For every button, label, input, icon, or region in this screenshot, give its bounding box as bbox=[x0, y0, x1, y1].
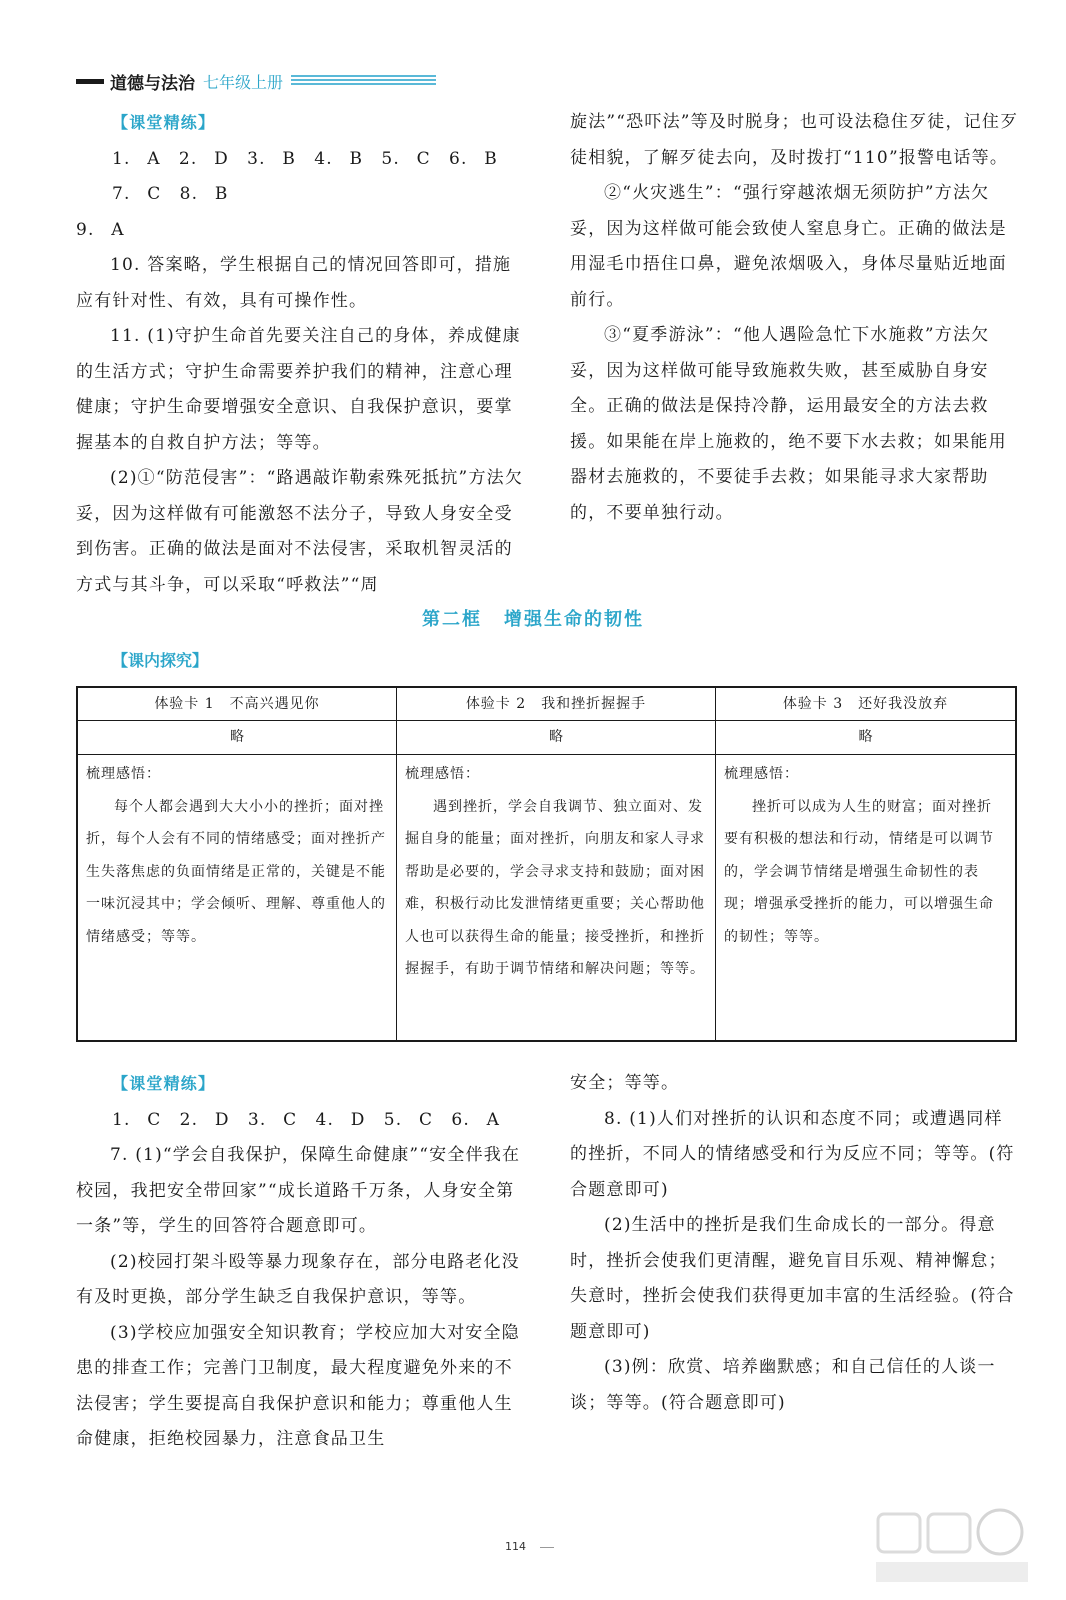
table-header-cell-3: 体验卡 3 还好我没放弃 bbox=[782, 696, 949, 712]
header-bar bbox=[76, 79, 104, 84]
table-body-text: 挫折可以成为人生的财富；面对挫折要有积极的想法和行动，情绪是可以调节的，学会调节情绪是增强生命韧性的表现；增强承受挫折的能力，可以增强生命的韧性；等等。 bbox=[724, 798, 994, 945]
page-number: 114 bbox=[505, 1540, 526, 1553]
section1-label: 【课堂精练】 bbox=[112, 113, 216, 132]
table-body-subtitle: 梳理感悟： bbox=[405, 766, 480, 782]
section1-left-column bbox=[76, 105, 528, 603]
section2-label: 【课堂精练】 bbox=[112, 1074, 216, 1093]
section2-q8-3: (3)例：欣赏、培养幽默感；和自己信任的人谈一谈；等等。(符合题意即可) bbox=[570, 1357, 996, 1413]
table-omitted-cell-2: 略 bbox=[549, 729, 563, 745]
experience-card-table bbox=[76, 686, 1017, 1042]
section2-right-column bbox=[570, 1066, 1020, 1421]
section2-q7-3-start: (3)学校应加强安全知识教育；学校应加大对安全隐患的排查工作；完善门卫制度，最大程度避免外来的不法侵害；学生要提高自我保护意识和能力；尊重他人生命健康，拒绝校园暴力，注意食品卫生 bbox=[76, 1322, 520, 1449]
section1-right-column bbox=[570, 105, 1020, 531]
table-body-text: 遇到挫折，学会自我调节、独立面对、发掘自身的能量；面对挫折，向朋友和家人寻求帮助是必要的，学会寻求支持和鼓励；面对困难，积极行动比发泄情绪更重要；关心帮助他人也可以获得生命的能量；接受挫折，和挫折握握手，有助于调节情绪和解决问题；等等。 bbox=[405, 798, 705, 977]
header-subject: 道德与法治 bbox=[110, 73, 195, 94]
header-grade: 七年级上册 bbox=[203, 72, 284, 92]
table-body-subtitle: 梳理感悟： bbox=[724, 766, 799, 782]
section1-q11-2-cont: 旋法”“恐吓法”等及时脱身；也可设法稳住歹徒，记住歹徒相貌，了解歹徒去向，及时拨打“110”报警电话等。 bbox=[570, 112, 1019, 168]
section1-q10: 10. 答案略，学生根据自己的情况回答即可，措施应有针对性、有效，具有可操作性。 bbox=[76, 255, 512, 311]
watermark-logo-icon bbox=[872, 1498, 1032, 1588]
table-body-cell-2 bbox=[397, 758, 715, 986]
table-omitted-cell-3: 略 bbox=[858, 729, 873, 745]
frame-title-part1: 第二框 bbox=[422, 609, 482, 630]
section2-q7-2: (2)校园打架斗殴等暴力现象存在，部分电路老化没有及时更换，部分学生缺乏自我保护意识，等等。 bbox=[76, 1251, 520, 1307]
section1-answers-line2: 9. A bbox=[76, 219, 125, 240]
table-omitted-cell-1: 略 bbox=[230, 729, 244, 745]
table-body-cell-1 bbox=[78, 758, 396, 953]
section1-q11-1: 11. (1)守护生命首先要关注自己的身体，养成健康的生活方式；守护生命需要养护我们的精神，注意心理健康；守护生命要增强安全意识、自我保护意识，要掌握基本的自救自护方法；等等。 bbox=[76, 326, 521, 453]
frame-title bbox=[0, 605, 1066, 631]
section1-q11-2-start: (2)①“防范侵害”：“路遇敲诈勒索殊死抵抗”方法欠妥，因为这样做有可能激怒不法分子，导致人身安全受到伤害。正确的做法是面对不法侵害，采取机智灵活的方式与其斗争，可以采取“呼救法”“周 bbox=[76, 468, 524, 595]
section1-q11-2-fire: ②“火灾逃生”：“强行穿越浓烟无须防护”方法欠妥，因为这样做可能会致使人窒息身亡。正确的做法是用湿毛巾捂住口鼻，避免浓烟吸入，身体尽量贴近地面前行。 bbox=[570, 183, 1007, 310]
section2-answers: 1. C 2. D 3. C 4. D 5. C 6. A bbox=[112, 1109, 501, 1130]
section2-left-column bbox=[76, 1066, 528, 1458]
section2-q7-3-cont: 安全；等等。 bbox=[570, 1073, 680, 1093]
section2-q8-1: 8. (1)人们对挫折的认识和态度不同；或遭遇同样的挫折，不同人的情绪感受和行为反应不同；等等。(符合题意即可) bbox=[570, 1108, 1015, 1200]
section2-q7-1: 7. (1)“学会自我保护，保障生命健康”“安全伴我在校园，我把安全带回家”“成长道路千万条，人身安全第一条”等，学生的回答符合题意即可。 bbox=[76, 1145, 521, 1236]
section1-answers-line1: 1. A 2. D 3. B 4. B 5. C 6. B 7. C 8. B bbox=[112, 148, 517, 204]
table-body-cell-3 bbox=[716, 758, 1015, 953]
table-header-cell-1: 体验卡 1 不高兴遇见你 bbox=[154, 696, 320, 712]
frame-title-part2: 增强生命的韧性 bbox=[504, 609, 644, 630]
table-body-subtitle: 梳理感悟： bbox=[86, 766, 161, 782]
section1-q11-2-swim: ③“夏季游泳”：“他人遇险急忙下水施救”方法欠妥，因为这样做可能导致施救失败，甚至威胁自身安全。正确的做法是保持冷静，运用最安全的方法去救援。如果能在岸上施救的，绝不要下水去救；如果能用器材去施救的，不要徒手去救；如果能寻求大家帮助的，不要单独行动。 bbox=[570, 325, 1007, 523]
table-header-cell-2: 体验卡 2 我和挫折握握手 bbox=[465, 696, 647, 712]
explore-label: 【课内探究】 bbox=[112, 651, 209, 670]
table-body-text: 每个人都会遇到大大小小的挫折；面对挫折，每个人会有不同的情绪感受；面对挫折产生失落焦虑的负面情绪是正常的，关键是不能一味沉浸其中；学会倾听、理解、尊重他人的情绪感受；等等。 bbox=[86, 798, 386, 945]
page-number-dash bbox=[540, 1547, 554, 1548]
header-stripe bbox=[291, 75, 436, 87]
page-header bbox=[76, 68, 436, 94]
section2-q8-2: (2)生活中的挫折是我们生命成长的一部分。得意时，挫折会使我们更清醒，避免盲目乐观、精神懈怠；失意时，挫折会使我们获得更加丰富的生活经验。(符合题意即可) bbox=[570, 1215, 1015, 1342]
